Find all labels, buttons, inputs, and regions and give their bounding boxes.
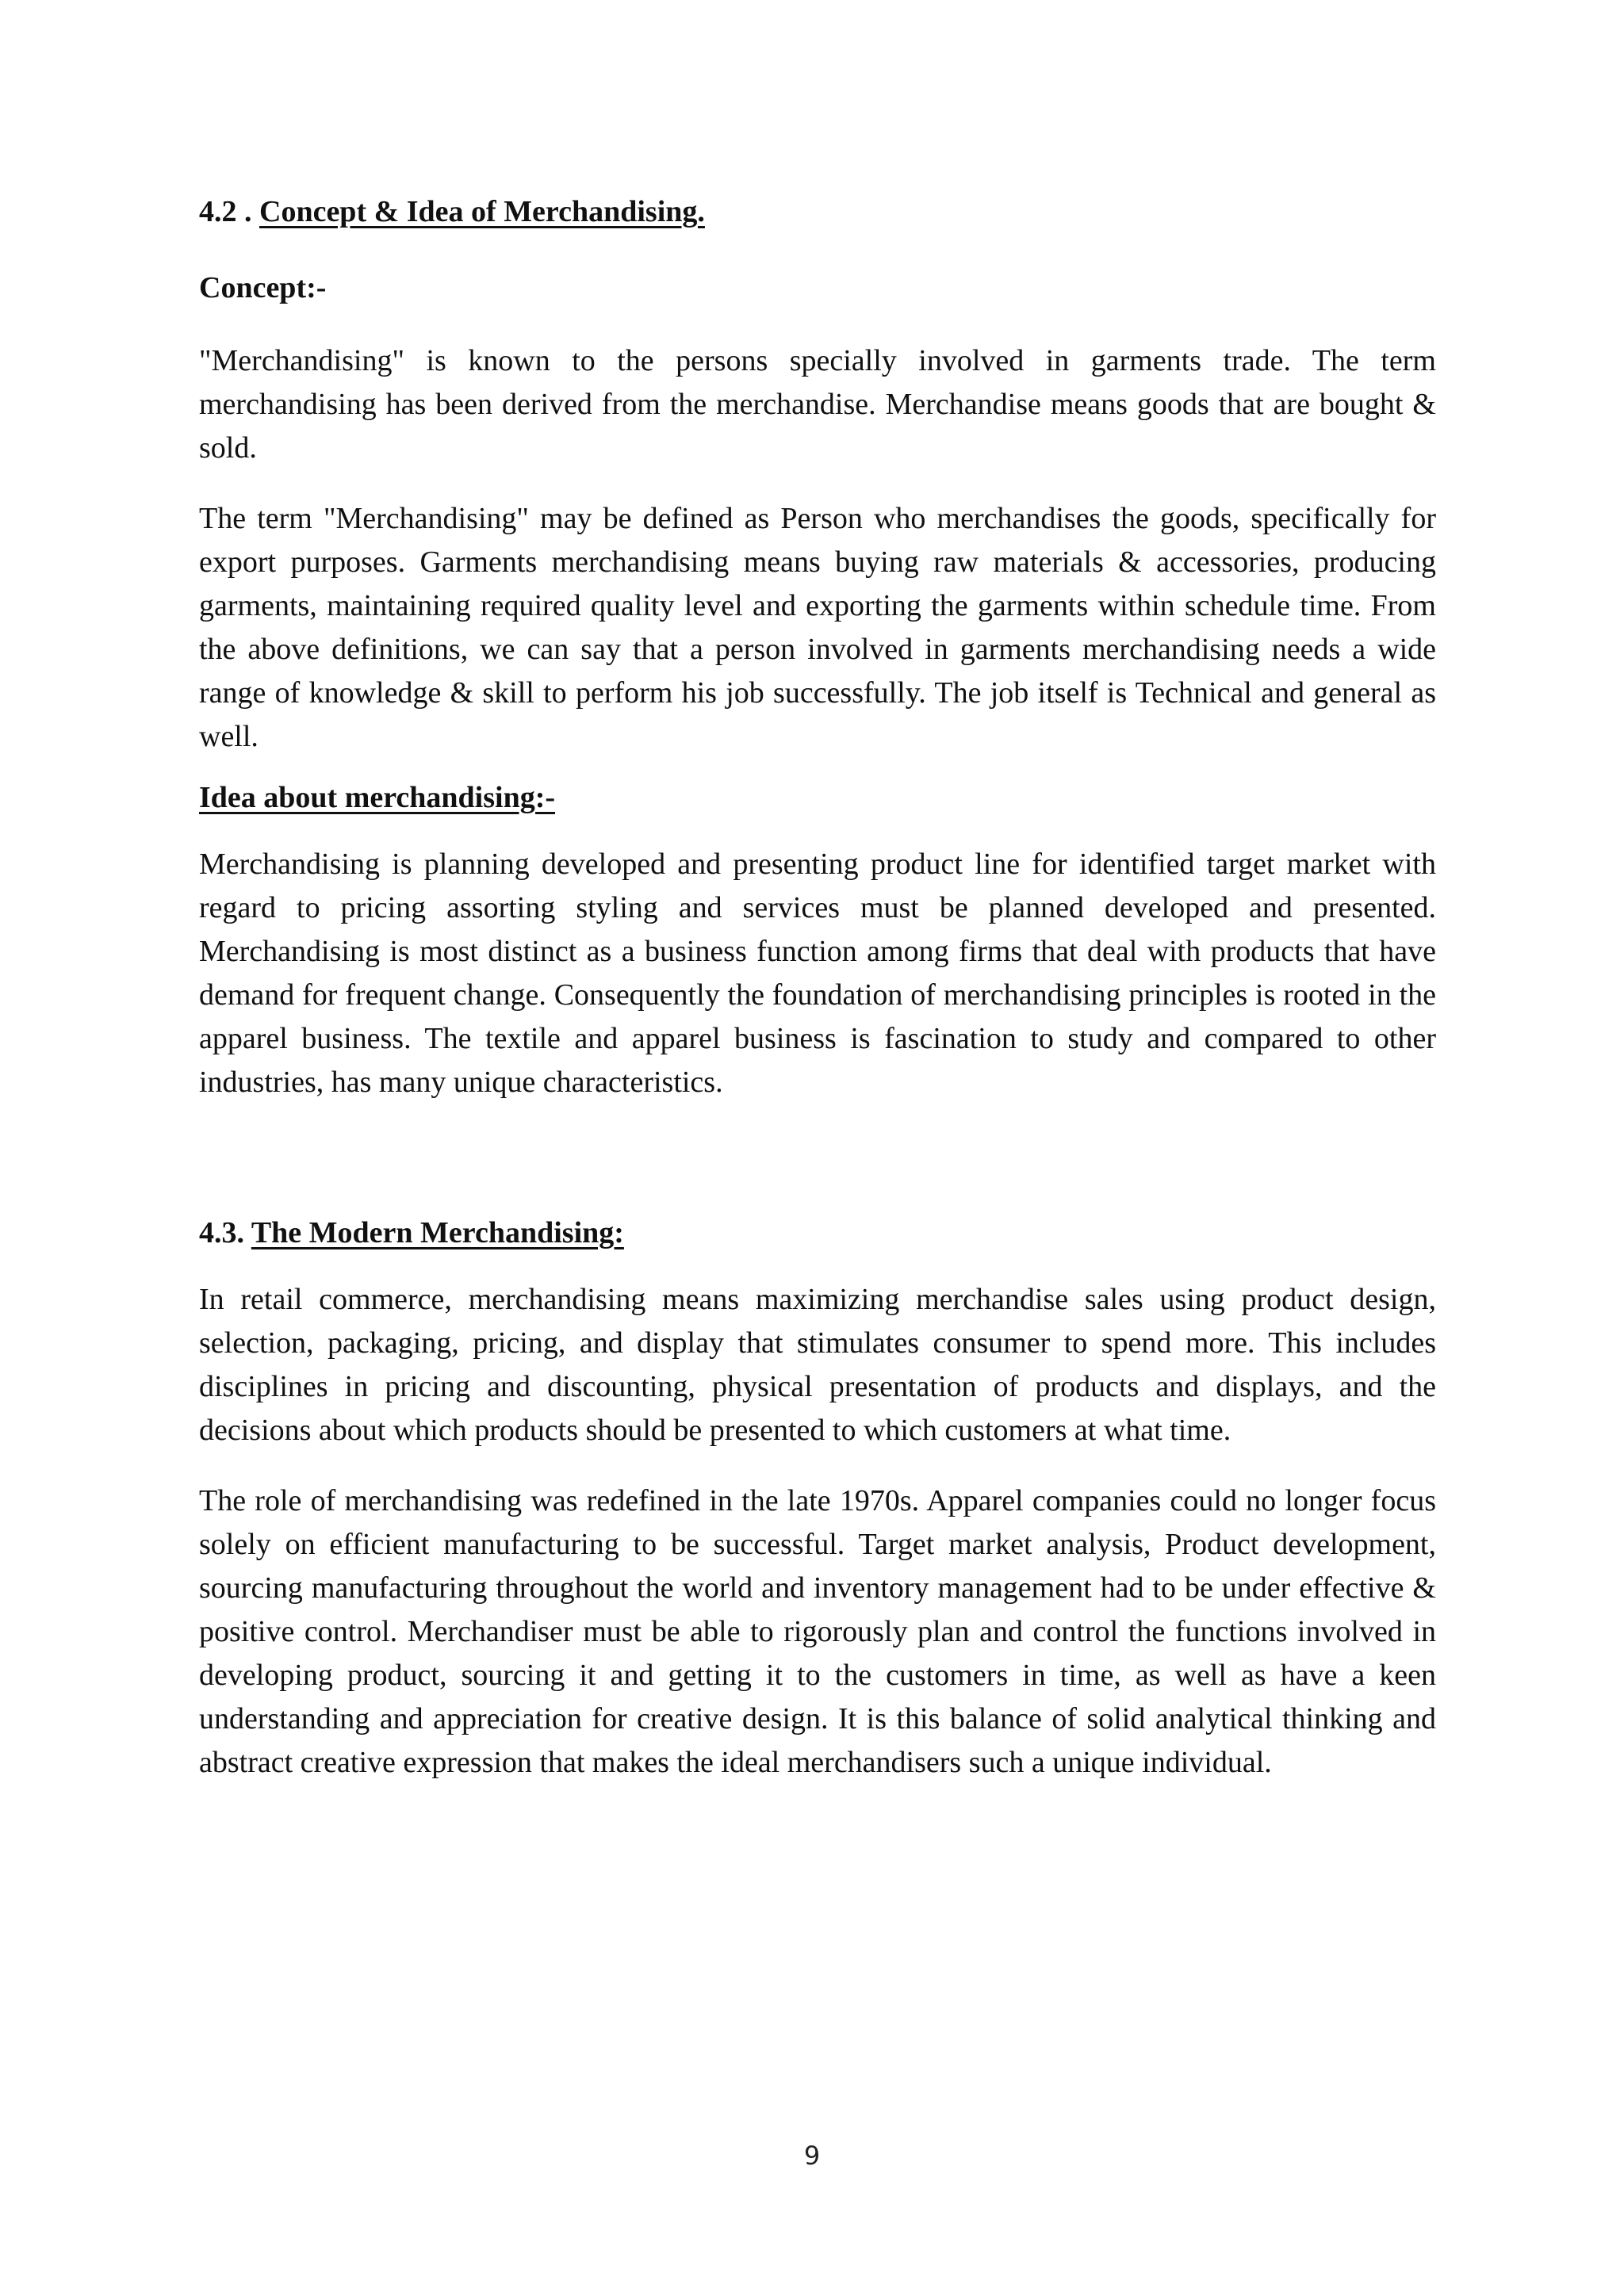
section-4-2-number: 4.2 . [199, 195, 259, 228]
idea-paragraph: Merchandising is planning developed and presenting product line for identified target market with regard to pricing assorting styling and services must be planned developed and presented. Merchandising is most distinct as a business function among firms that deal with products that have demand for frequent change. Consequently the foundation of merchandising principles is rooted in the apparel business. The textile and apparel business is fascination to study and compared to other industries, has many unique characteristics. [199, 848, 1436, 1099]
section-4-3-title: The Modern Merchandising: [251, 1216, 624, 1249]
idea-heading-text: Idea about merchandising:- [199, 781, 556, 814]
section-4-2-heading [199, 190, 1436, 233]
concept-paragraph-1: "Merchandising" is known to the persons specially involved in garments trade. The term merchandising has been derived from the merchandise. Merchandise means goods that are bought & sold. [199, 344, 1436, 465]
section-4-3-number: 4.3. [199, 1216, 251, 1249]
idea-heading [199, 776, 1436, 819]
modern-merchandising-paragraph-1: In retail commerce, merchandising means maximizing merchandise sales using product design, selection, packaging, pricing, and display that stimulates consumer to spend more. This includes disciplines in pricing and discounting, physical presentation of products and displays, and the decisions about which products should be presented to which customers at what time. [199, 1283, 1436, 1447]
section-4-2-title: Concept & Idea of Merchandising. [259, 195, 705, 228]
modern-merchandising-paragraph-2: The role of merchandising was redefined in the late 1970s. Apparel companies could no longer focus solely on efficient manufacturing to be successful. Target market analysis, Product development, sourcing manufacturing throughout the world and inventory management had to be under effective & positive control. Merchandiser must be able to rigorously plan and control the functions involved in developing product, sourcing it and getting it to the customers in time, as well as have a keen understanding and appreciation for creative design. It is this balance of solid analytical thinking and abstract creative expression that makes the ideal merchandisers such a unique individual. [199, 1484, 1436, 1779]
document-page [199, 190, 1436, 1785]
concept-paragraph-2: The term "Merchandising" may be defined as Person who merchandises the goods, specifically for export purposes. Garments merchandising means buying raw materials & accessories, producing garments, maintaining required quality level and exporting the garments within schedule time. From the above definitions, we can say that a person involved in garments merchandising needs a wide range of knowledge & skill to perform his job successfully. The job itself is Technical and general as well. [199, 502, 1436, 753]
concept-heading: Concept:- [199, 271, 327, 304]
section-4-3-heading [199, 1211, 1436, 1254]
page-number: 9 [803, 2141, 821, 2171]
